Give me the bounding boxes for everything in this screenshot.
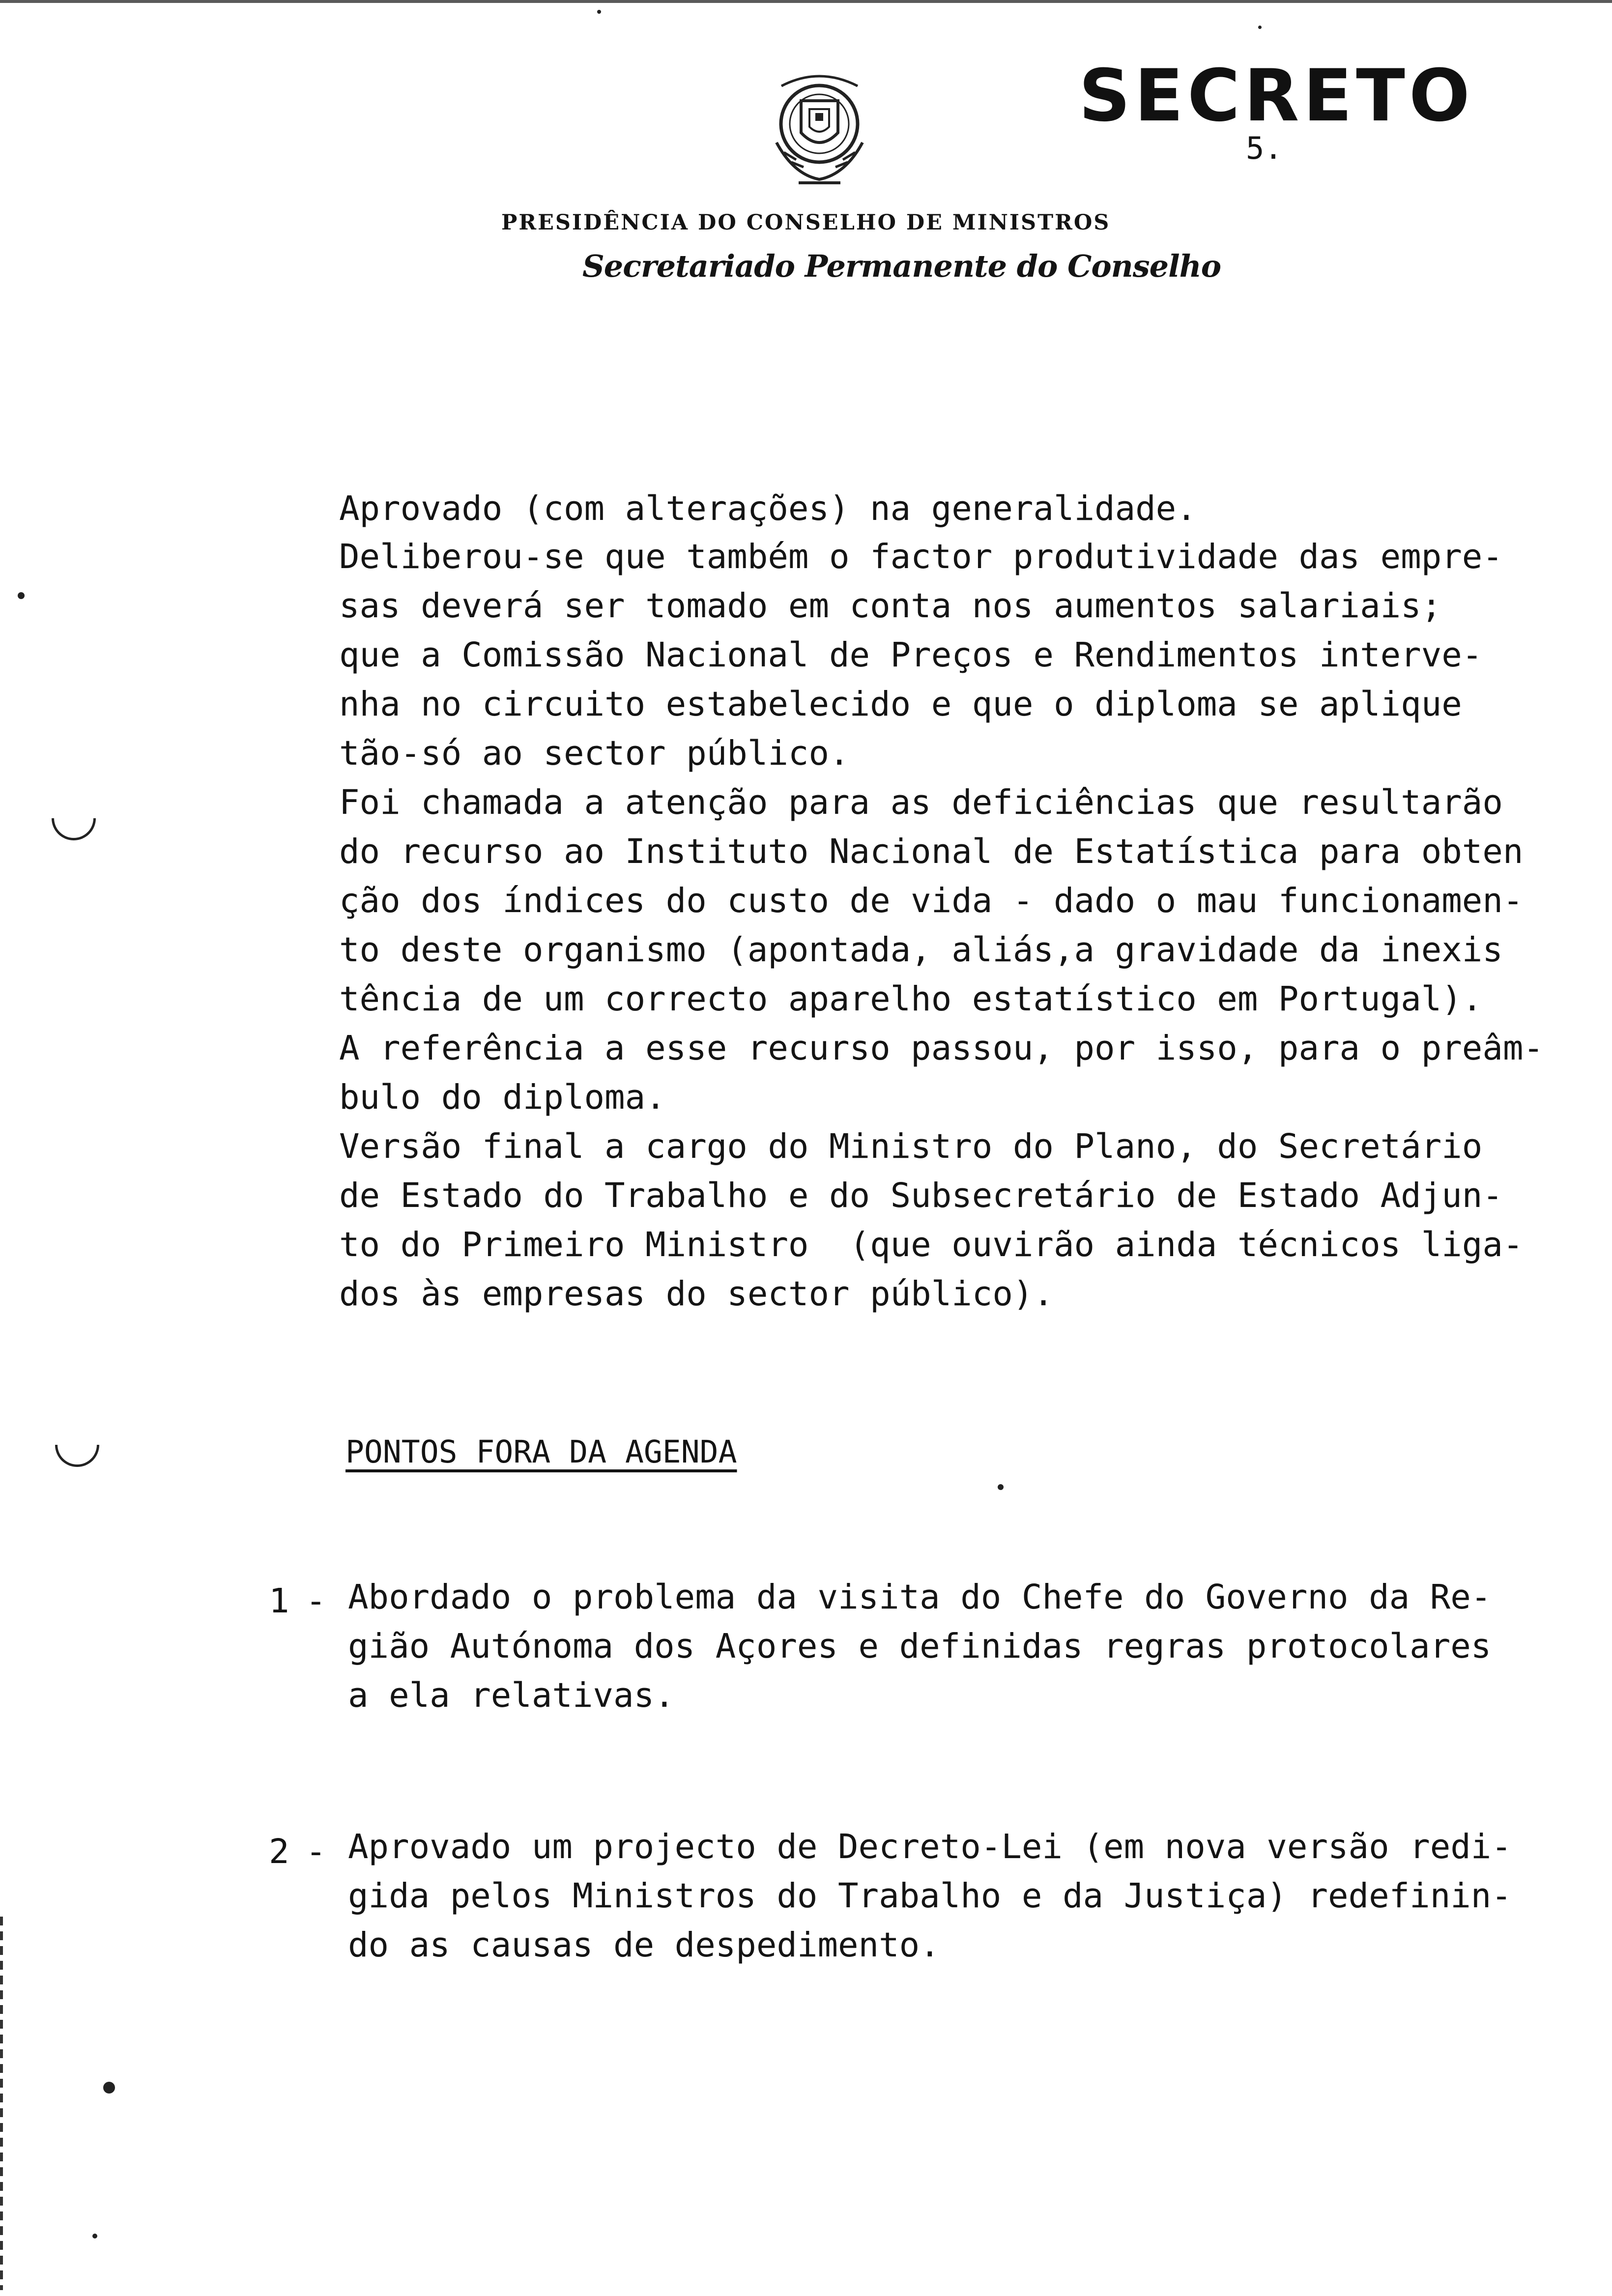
page-number: 5.: [1246, 130, 1283, 166]
body-line: Deliberou-se que também o factor produtividade das empre-: [339, 537, 1503, 576]
item-line: Abordado o problema da visita do Chefe do Governo da Re-: [348, 1578, 1492, 1617]
margin-pencil-mark: [55, 1445, 99, 1467]
body-line: do recurso ao Instituto Nacional de Estatística para obten: [339, 832, 1524, 871]
item-line: a ela relativas.: [348, 1676, 675, 1715]
page-left-edge: [0, 1917, 3, 2290]
body-line: Versão final a cargo do Ministro do Plano, do Secretário: [339, 1127, 1483, 1166]
page-top-edge: [0, 0, 1612, 3]
body-line: to deste organismo (apontada, aliás,a gravidade da inexis: [339, 930, 1503, 970]
speck: [103, 2082, 115, 2094]
body-line: bulo do diploma.: [339, 1078, 666, 1117]
speck: [998, 1484, 1004, 1490]
item-line: gida pelos Ministros do Trabalho e da Justiça) redefinin-: [348, 1876, 1512, 1916]
speck: [597, 10, 601, 14]
office-heading: PRESIDÊNCIA DO CONSELHO DE MINISTROS: [501, 210, 1111, 235]
body-line: Foi chamada a atenção para as deficiências que resultarão: [339, 783, 1503, 822]
body-line: de Estado do Trabalho e do Subsecretário de Estado Adjun-: [339, 1176, 1503, 1215]
coat-of-arms-emblem: [764, 69, 875, 192]
secret-stamp: SECRETO: [1079, 54, 1474, 138]
margin-pencil-mark: [52, 818, 96, 840]
item-dash: -: [306, 1581, 326, 1621]
item-number: 1: [269, 1581, 289, 1621]
item-number: 2: [269, 1832, 289, 1871]
body-line: que a Comissão Nacional de Preços e Rendimentos interve-: [339, 635, 1483, 675]
item-line: do as causas de despedimento.: [348, 1925, 940, 1965]
body-line: dos às empresas do sector público).: [339, 1274, 1054, 1314]
item-line: gião Autónoma dos Açores e definidas regras protocolares: [348, 1627, 1492, 1666]
section-title: PONTOS FORA DA AGENDA: [345, 1434, 737, 1470]
body-line: to do Primeiro Ministro (que ouvirão ainda técnicos liga-: [339, 1225, 1524, 1264]
body-line: tão-só ao sector público.: [339, 734, 850, 773]
body-line: A referência a esse recurso passou, por isso, para o preâm-: [339, 1029, 1544, 1068]
speck: [1258, 26, 1262, 29]
body-line: Aprovado (com alterações) na generalidade.: [339, 489, 1197, 528]
body-line: tência de um correcto aparelho estatístico em Portugal).: [339, 979, 1483, 1019]
body-line: ção dos índices do custo de vida - dado o mau funcionamen-: [339, 881, 1524, 920]
item-line: Aprovado um projecto de Decreto-Lei (em nova versão redi-: [348, 1827, 1512, 1866]
speck: [18, 592, 25, 599]
speck: [92, 2234, 97, 2239]
body-line: nha no circuito estabelecido e que o diploma se aplique: [339, 685, 1462, 724]
body-line: sas deverá ser tomado em conta nos aumentos salariais;: [339, 586, 1442, 626]
item-dash: -: [306, 1832, 326, 1871]
office-subheading: Secretariado Permanente do Conselho: [582, 248, 1221, 284]
